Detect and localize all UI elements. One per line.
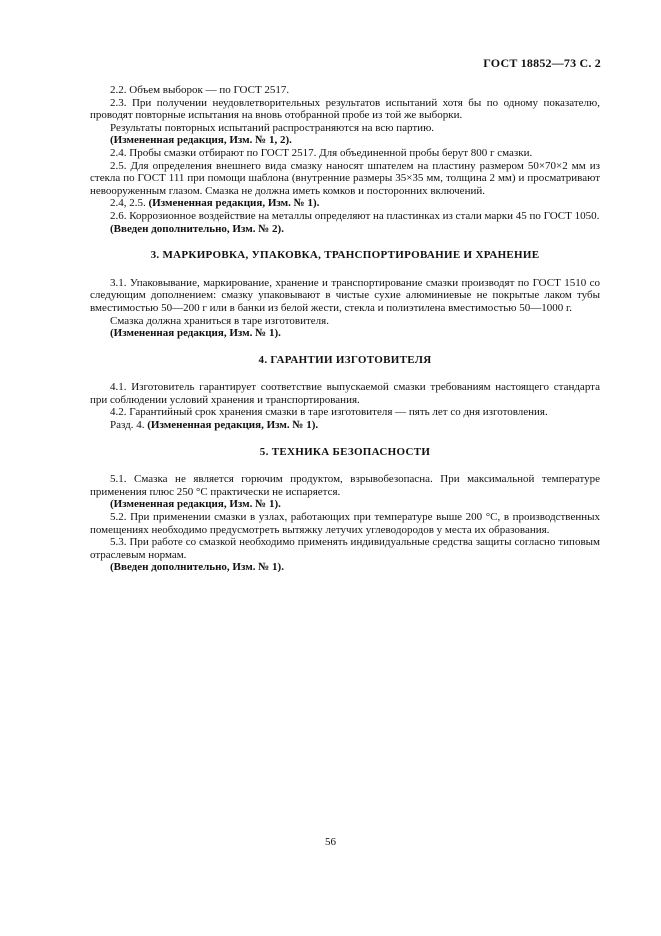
- section-3-heading: 3. МАРКИРОВКА, УПАКОВКА, ТРАНСПОРТИРОВАНИЕ И ХРАНЕНИЕ: [150, 249, 540, 262]
- amendment-line-2-4-2-5: [90, 197, 600, 210]
- paragraph-3-1: 3.1. Упаковывание, маркирование, хранение и транспортирование смазки производят по ГОСТ 1510 со следующим дополнением: смазку упаковывают в чистые сухие алюминиевые не покрытые лаком тубы вместимостью 50—200 г или в банки из белой жести, стекла и полиэтилена вместимостью 50—1000 г.: [90, 276, 600, 314]
- page-number: 56: [325, 836, 336, 848]
- amendment-note-2-3: (Измененная редакция, Изм. № 1, 2).: [110, 134, 292, 147]
- section-5-heading: 5. ТЕХНИКА БЕЗОПАСНОСТИ: [259, 445, 431, 458]
- page-header: ГОСТ 18852—73 С. 2: [483, 56, 601, 70]
- paragraph-2-4: 2.4. Пробы смазки отбирают по ГОСТ 2517. Для объединенной пробы берут 800 г смазки.: [110, 146, 533, 159]
- amendment-prefix: 2.4, 2.5.: [110, 197, 146, 210]
- paragraph-2-2: 2.2. Объем выборок — по ГОСТ 2517.: [110, 84, 290, 96]
- amendment-note-5-1: (Измененная редакция, Изм. № 1).: [110, 498, 281, 511]
- section-4-heading: 4. ГАРАНТИИ ИЗГОТОВИТЕЛЯ: [258, 353, 432, 366]
- paragraph-2-6: 2.6. Коррозионное воздействие на металлы определяют на пластинках из стали марки 45 по ГОСТ 1050.: [110, 209, 600, 222]
- document-body: [90, 84, 600, 574]
- paragraph-4-1: 4.1. Изготовитель гарантирует соответствие выпускаемой смазки требованиям настоящего стандарта при соблюдении условий хранения и транспортирования.: [90, 381, 600, 406]
- amendment-note-5-3: (Введен дополнительно, Изм. № 1).: [110, 561, 284, 574]
- paragraph-2-3: 2.3. При получении неудовлетворительных результатов испытаний хотя бы по одному показателю, проводят повторные испытания на вновь отобранной пробе из той же выборки.: [90, 96, 600, 122]
- amendment-prefix-section-4: Разд. 4.: [110, 419, 145, 432]
- amendment-note-2-4-2-5: (Измененная редакция, Изм. № 1).: [148, 197, 320, 210]
- amendment-note-section-4: (Измененная редакция, Изм. № 1).: [147, 419, 319, 432]
- paragraph-5-1: 5.1. Смазка не является горючим продуктом, взрывобезопасна. При максимальной температуре применения плюс 250 °С практически не испаряется.: [90, 473, 600, 498]
- amendment-note-2-6: (Введен дополнительно, Изм. № 2).: [110, 222, 284, 235]
- amendment-line-section-4: [90, 419, 600, 432]
- paragraph-4-2: 4.2. Гарантийный срок хранения смазки в таре изготовителя — пять лет со дня изготовления.: [110, 406, 548, 419]
- paragraph-2-5: 2.5. Для определения внешнего вида смазку наносят шпателем на пластину размером 50×70×2 мм из стекла по ГОСТ 111 при помощи шаблона (внутренние размеры 35×35 мм, толщина 2 мм) и просматривают невооруженным глазом. Смазка не должна иметь комков и посторонних включений.: [90, 159, 600, 197]
- paragraph-5-2: 5.2. При применении смазки в узлах, работающих при температуре выше 200 °С, в производственных помещениях необходимо предусмотреть вытяжку летучих углеводородов у места их образования.: [90, 511, 600, 536]
- paragraph-2-3-result: Результаты повторных испытаний распространяются на всю партию.: [110, 121, 435, 134]
- paragraph-3-1-storage: Смазка должна храниться в таре изготовителя.: [110, 314, 329, 327]
- amendment-note-3-1: (Измененная редакция, Изм. № 1).: [110, 327, 281, 340]
- paragraph-5-3: 5.3. При работе со смазкой необходимо применять индивидуальные средства защиты согласно типовым отраслевым нормам.: [90, 536, 600, 561]
